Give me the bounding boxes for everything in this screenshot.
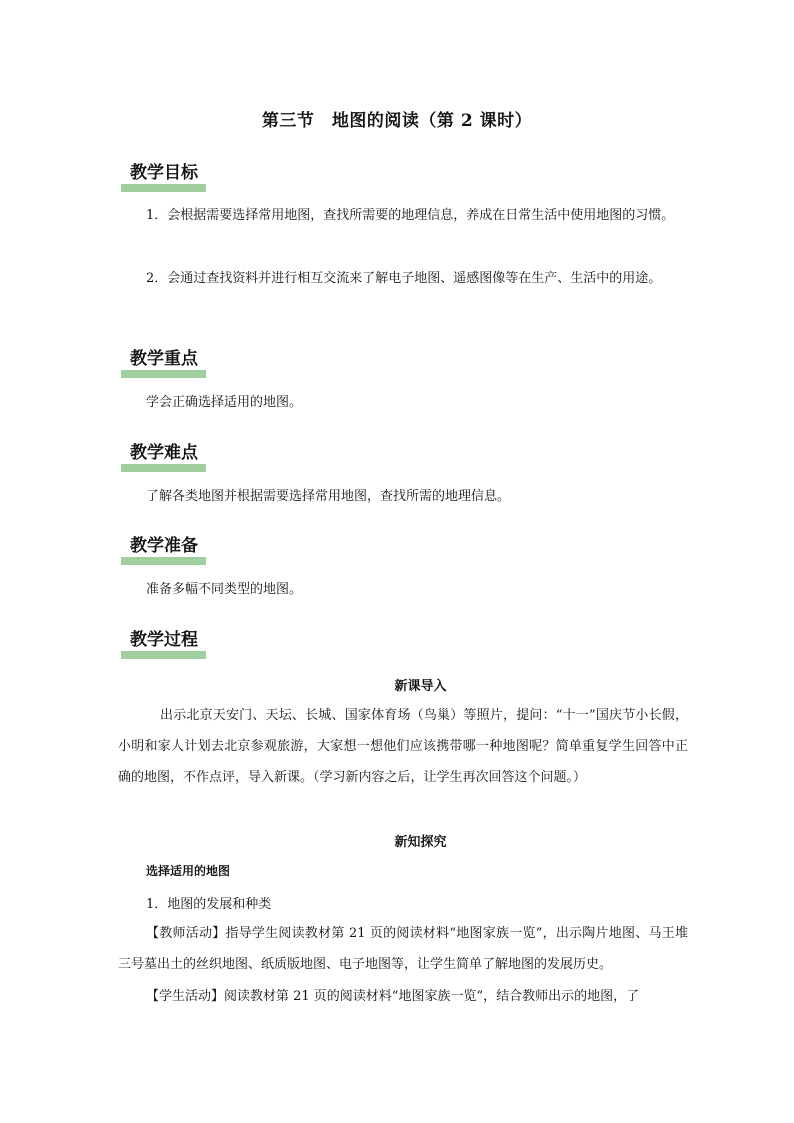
intro-title: 新课导入	[394, 679, 447, 694]
section-heading-objectives	[121, 158, 206, 192]
explore-title: 新知探究	[394, 835, 447, 850]
preparation-text: 准备多幅不同类型的地图。	[146, 582, 303, 597]
intro-text: 出示北京天安门、天坛、长城、国家体育场（鸟巢）等照片，提问：“十一”国庆节小长假，小明和家人计划去北京参观旅游，大家想一想他们应该携带哪一种地图呢？简单重复学生回答中正确的地图，不作点评，导入新课。（学习新内容之后，让学生再次回答这个问题。）	[118, 708, 688, 785]
teacher-activity: 【教师活动】指导学生阅读教材第 21 页的阅读材料“地图家族一览”，出示陶片地图、马王堆三号墓出土的丝织地图、纸质版地图、电子地图等，让学生简单了解地图的发展历史。	[118, 926, 688, 972]
section-heading-difficulties	[121, 438, 206, 472]
heading-text: 教学准备	[130, 536, 198, 556]
subsection-title: 选择适用的地图	[146, 864, 231, 878]
heading-text: 教学过程	[130, 630, 198, 650]
objective-2: 2．会通过查找资料并进行相互交流来了解电子地图、遥感图像等在生产、生活中的用途。	[146, 271, 662, 286]
difficulties-text: 了解各类地图并根据需要选择常用地图，查找所需的地理信息。	[146, 489, 511, 504]
heading-text: 教学难点	[130, 443, 198, 463]
objective-1: 1．会根据需要选择常用地图，查找所需要的地理信息，养成在日常生活中使用地图的习惯。	[146, 208, 675, 223]
item-1-title: 1．地图的发展和种类	[146, 897, 272, 912]
heading-text: 教学重点	[130, 349, 198, 369]
section-heading-key-points	[121, 344, 206, 378]
heading-text: 教学目标	[130, 163, 198, 183]
section-heading-process	[121, 625, 206, 659]
section-heading-preparation	[121, 531, 206, 565]
key-points-text: 学会正确选择适用的地图。	[146, 395, 303, 410]
page-title: 第三节 地图的阅读（第 2 课时）	[261, 111, 533, 131]
student-activity: 【学生活动】阅读教材第 21 页的阅读材料“地图家族一览”，结合教师出示的地图，了	[146, 989, 640, 1004]
